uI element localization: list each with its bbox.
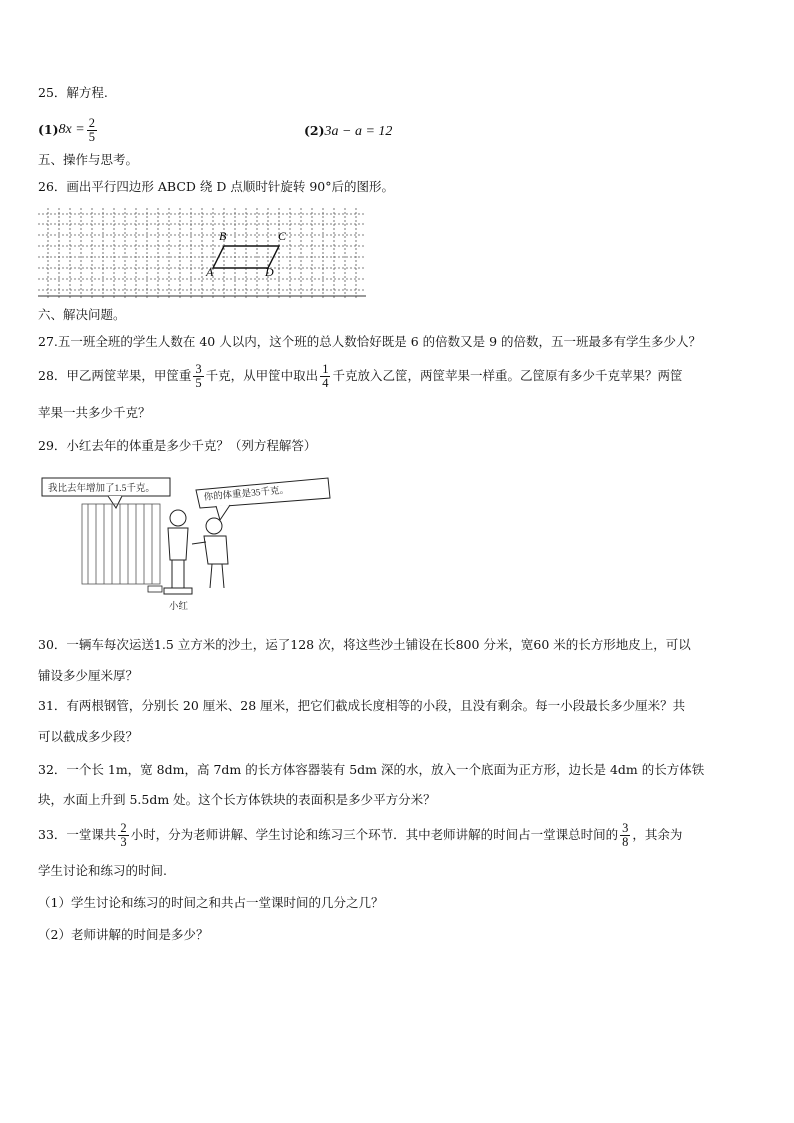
eq1-fraction: [87, 117, 97, 144]
q31-line-2: 可以截成多少段？: [38, 729, 139, 744]
q32-line-2: 块，水面上升到 5.5dm 处。这个长方体铁块的表面积是多少平方分米？: [38, 792, 436, 807]
eq1-lhs: 8x =: [58, 122, 85, 137]
q33-part-1: 33．一堂课共: [38, 827, 117, 842]
q27-text: 27.五一班全班的学生人数在 40 人以内，这个班的总人数恰好既是 6 的倍数又是 9 的倍数，五一班最多有学生多少人？: [38, 334, 702, 349]
q28-line-2: 苹果一共多少千克？: [38, 405, 151, 420]
q32-line-1: 32．一个长 1m，宽 8dm，高 7dm 的长方体容器装有 5dm 深的水，放入一个底面为正方形，边长是 4dm 的长方体铁: [38, 762, 705, 777]
q28-line-1: [38, 356, 682, 396]
q28-fraction-1: [193, 363, 203, 390]
q28-frac1-den: 5: [195, 375, 202, 390]
eq2-prefix: (2): [304, 123, 325, 138]
q28-part-2: 千克，从甲筐中取出: [205, 368, 319, 383]
q28-part-3: 千克放入乙筐，两筐苹果一样重。乙筐原有多少千克苹果？两筐: [332, 368, 683, 383]
section-6-heading: 六、解决问题。: [38, 307, 126, 322]
q33-sub-question-1: （1）学生讨论和练习的时间之和共占一堂课时间的几分之几？: [38, 895, 384, 910]
q33-frac2-den: 8: [622, 834, 629, 849]
q28-frac1-num: 3: [195, 361, 202, 376]
boy-figure: [192, 518, 228, 588]
eq2-expression: 3a − a = 12: [324, 124, 393, 139]
q30-line-1: 30．一辆车每次运送1.5 立方米的沙土，运了128 次，将这些沙土铺设在长800 分米，宽60 米的长方形地皮上，可以: [38, 637, 691, 652]
eq1-frac-num: 2: [88, 115, 95, 130]
q31-line-1: 31．有两根钢管，分别长 20 厘米、28 厘米，把它们截成长度相等的小段，且没有剩余。每一小段最长多少厘米？共: [38, 698, 686, 713]
curtain-drawing: [82, 504, 160, 584]
section-5-heading: 五、操作与思考。: [38, 152, 139, 167]
q29-illustration: [38, 464, 338, 614]
q33-frac2-num: 3: [622, 820, 629, 835]
girl-figure: [164, 510, 192, 594]
q33-part-2: 小时，分为老师讲解、学生讨论和练习三个环节．其中老师讲解的时间占一堂课总时间的: [130, 827, 619, 842]
vertex-label-d: D: [265, 265, 274, 279]
vertex-label-c: C: [278, 229, 287, 243]
bubble-left-text: 我比去年增加了1.5千克。: [48, 484, 155, 494]
q33-line-1: [38, 815, 682, 855]
vertex-label-b: B: [219, 229, 227, 243]
q28-fraction-2: [320, 363, 330, 390]
q33-part-3: ，其余为: [632, 827, 683, 842]
q26-grid-figure: [38, 206, 366, 298]
q33-fraction-1: [118, 822, 128, 849]
q29-text: 29．小红去年的体重是多少千克？（列方程解答）: [38, 438, 317, 453]
q28-part-1: 28．甲乙两筐苹果，甲筐重: [38, 368, 192, 383]
q25-equation-2: [304, 122, 392, 141]
q33-line-2: 学生讨论和练习的时间.: [38, 863, 167, 878]
q33-fraction-2: [620, 822, 630, 849]
q25-title: 25．解方程.: [38, 85, 108, 100]
vertex-label-a: A: [206, 265, 214, 279]
q28-frac2-num: 1: [322, 361, 329, 376]
caption-xiaohong: 小红: [169, 602, 189, 612]
q33-frac1-den: 3: [120, 834, 127, 849]
q25-equation-1: [38, 112, 99, 148]
q28-frac2-den: 4: [322, 375, 329, 390]
q33-sub-question-2: （2）老师讲解的时间是多少？: [38, 927, 209, 942]
eq1-prefix: (1): [38, 122, 59, 137]
q26-text: 26．画出平行四边形 ABCD 绕 D 点顺时针旋转 90°后的图形。: [38, 179, 394, 194]
eq1-frac-den: 5: [88, 129, 95, 144]
q30-line-2: 铺设多少厘米厚？: [38, 668, 139, 683]
q33-frac1-num: 2: [120, 820, 127, 835]
bubble-right-text: 你的体重是35千克。: [203, 485, 290, 503]
